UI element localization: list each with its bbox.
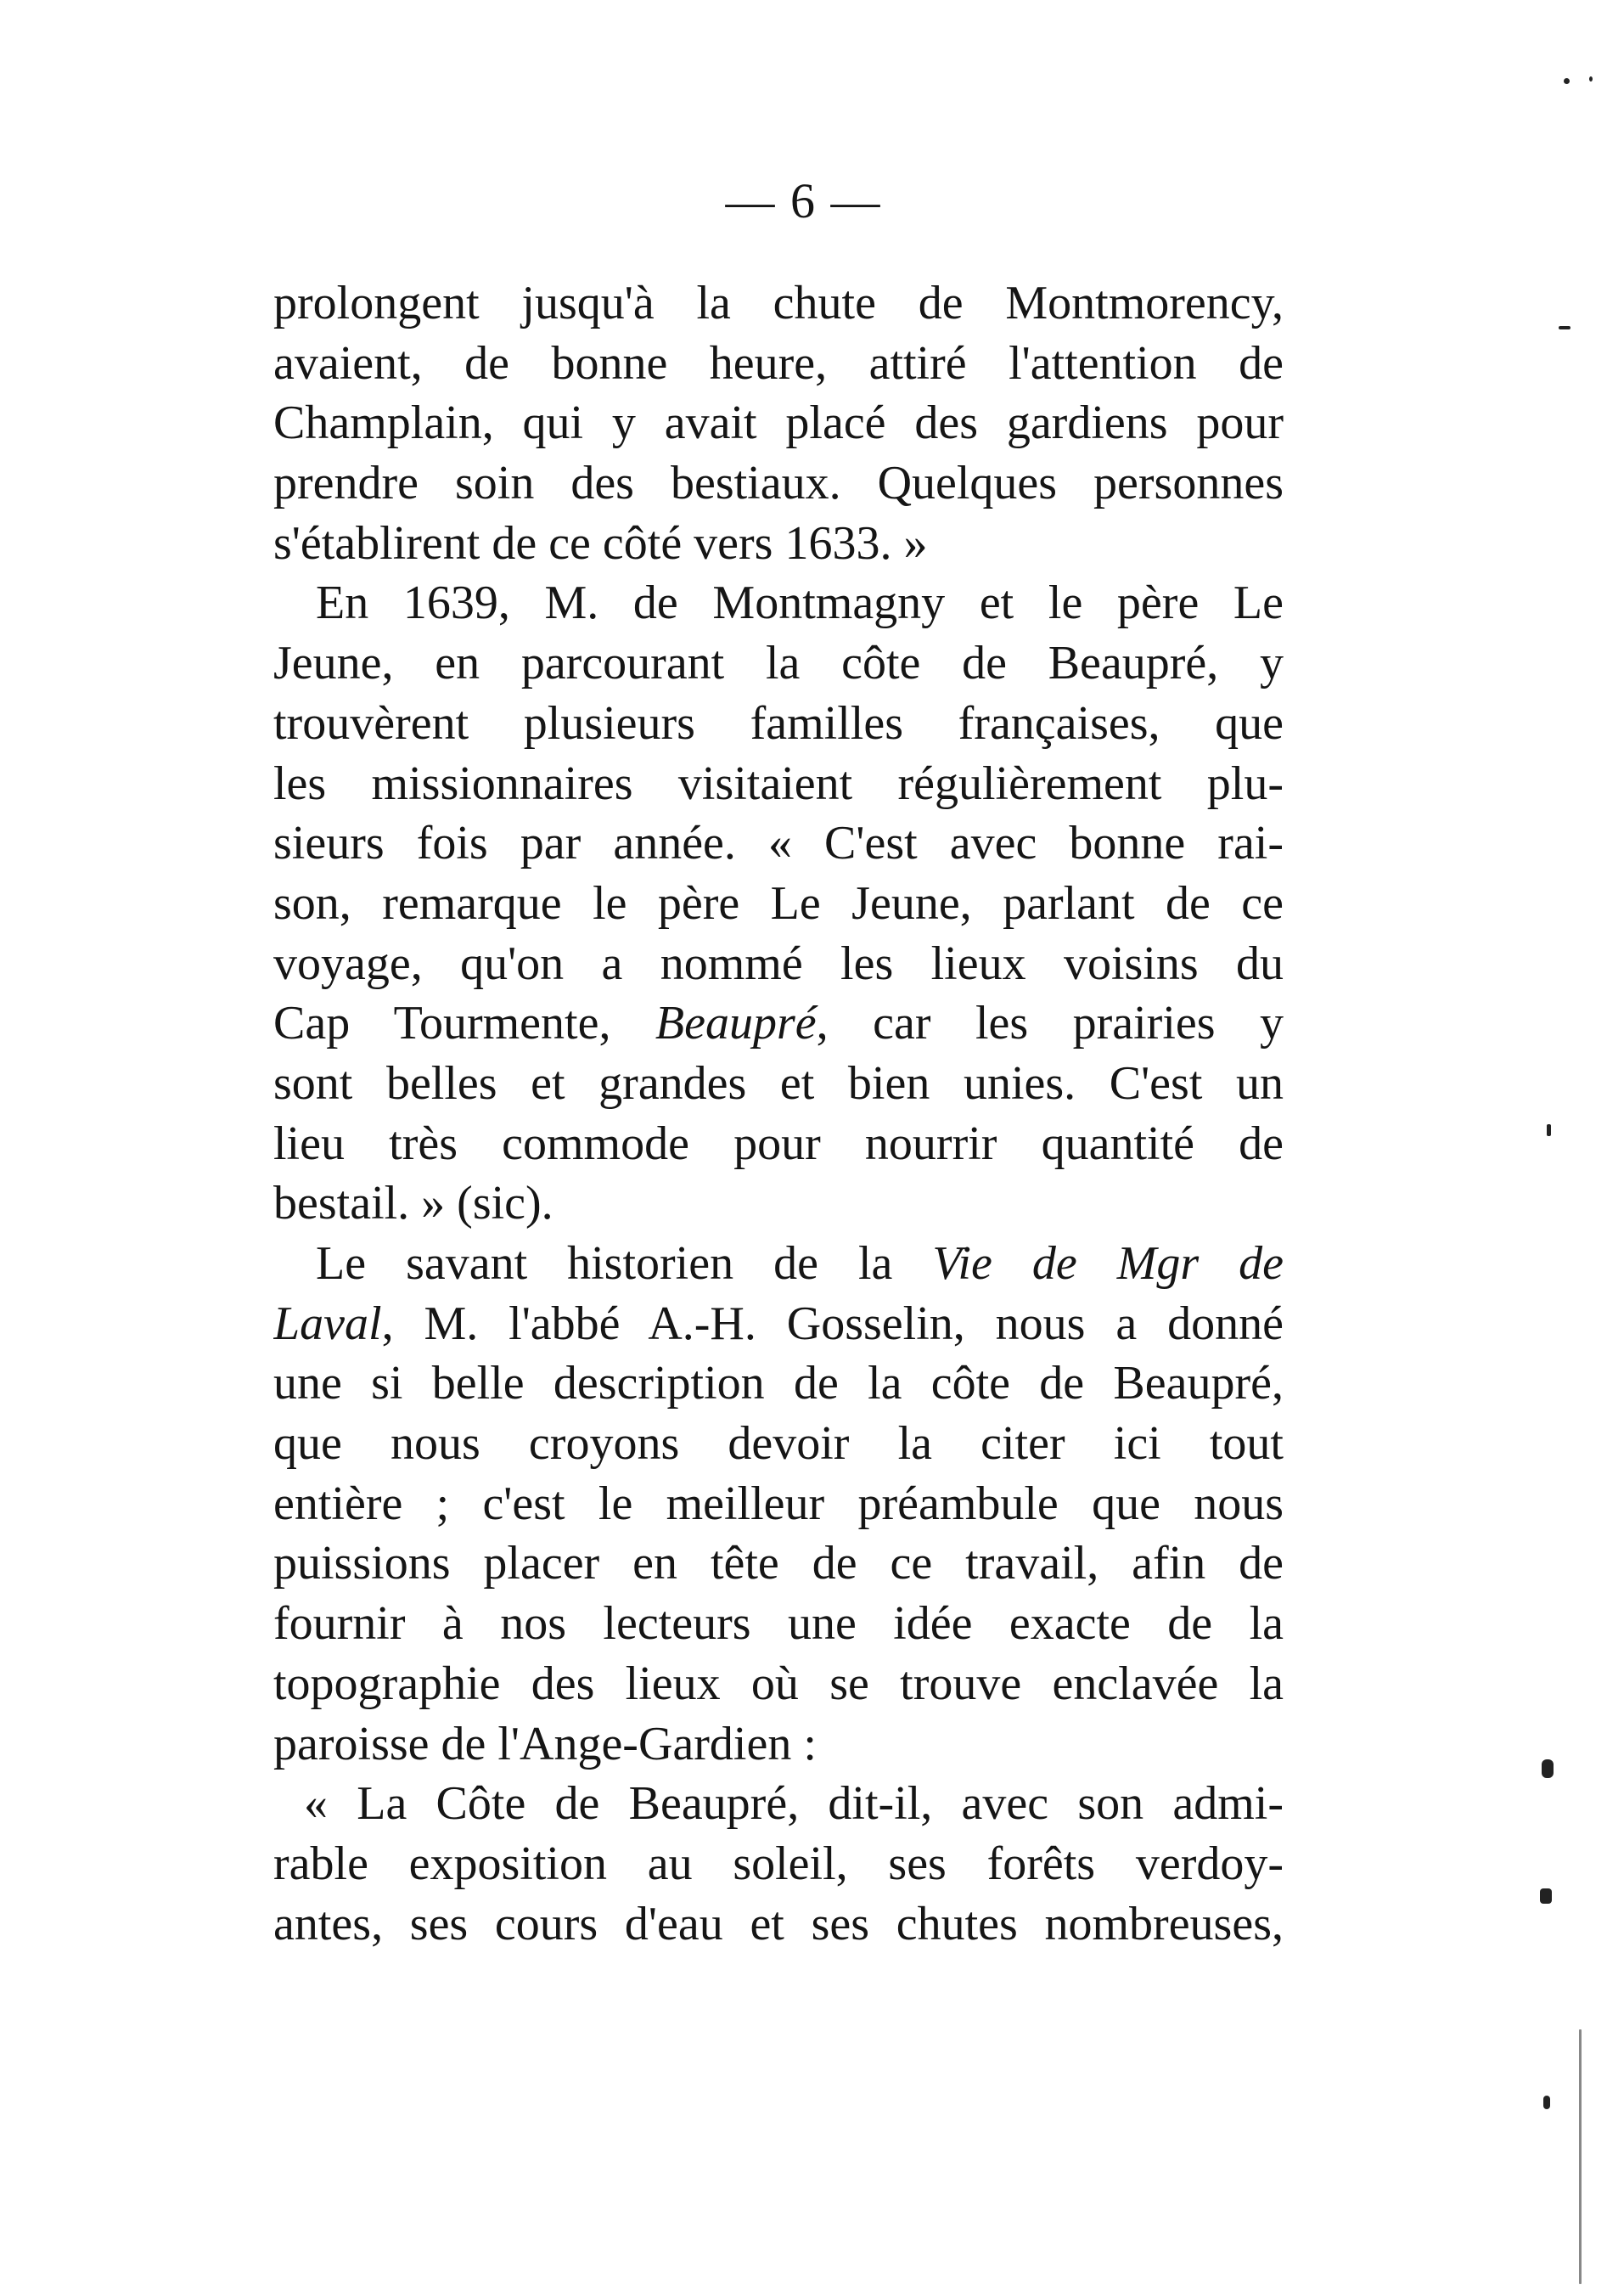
text-line: entière ; c'est le meilleur préambule que nous	[273, 1477, 1284, 1530]
scan-speck	[1579, 2029, 1582, 2284]
body-text	[273, 273, 1284, 1954]
text-line: antes, ses cours d'eau et ses chutes nombreuses,	[273, 1897, 1284, 1950]
text-line: sieurs fois par année. « C'est avec bonne rai-	[273, 817, 1284, 870]
page-number: — 6 —	[725, 173, 882, 228]
text-line: fournir à nos lecteurs une idée exacte de la	[273, 1597, 1284, 1651]
text-run: Cap Tourmente,	[273, 997, 655, 1050]
text-line: « La Côte de Beaupré, dit-il, avec son admi-	[304, 1777, 1284, 1831]
text-line: rable exposition au soleil, ses forêts verdoy-	[273, 1837, 1284, 1890]
text-line	[273, 1294, 1284, 1354]
text-run: , car les prairies y	[816, 997, 1284, 1050]
text-line	[273, 993, 1284, 1054]
scan-speck	[1540, 1888, 1552, 1904]
text-line: lieu très commode pour nourrir quantité de	[273, 1117, 1284, 1170]
text-line: s'établirent de ce côté vers 1633. »	[273, 516, 928, 570]
text-line: bestail. » (sic).	[273, 1177, 553, 1230]
scan-speck	[1542, 1759, 1554, 1778]
scan-speck	[1559, 326, 1570, 329]
text-line: topographie des lieux où se trouve enclavée la	[273, 1657, 1284, 1710]
scan-speck	[1564, 78, 1570, 84]
text-run: Le savant historien de la	[316, 1237, 933, 1290]
scan-speck	[1547, 1124, 1551, 1136]
text-line: une si belle description de la côte de Beaupré,	[273, 1357, 1284, 1410]
text-line: paroisse de l'Ange-Gardien :	[273, 1717, 817, 1770]
text-run: , M. l'abbé A.-H. Gosselin, nous a donné	[381, 1297, 1284, 1350]
text-line: son, remarque le père Le Jeune, parlant de ce	[273, 876, 1284, 930]
italic-text: Beaupré	[655, 997, 817, 1050]
text-line	[273, 1234, 1284, 1294]
text-line: puissions placer en tête de ce travail, afin de	[273, 1537, 1284, 1590]
text-line: avaient, de bonne heure, attiré l'attention de	[273, 336, 1284, 390]
text-line: que nous croyons devoir la citer ici tout	[273, 1417, 1284, 1471]
text-line: voyage, qu'on a nommé les lieux voisins du	[273, 937, 1284, 990]
text-line: prolongent jusqu'à la chute de Montmorency,	[273, 277, 1284, 329]
italic-text: Laval	[273, 1297, 382, 1350]
text-line: Champlain, qui y avait placé des gardiens pour	[273, 397, 1284, 450]
scan-speck	[1543, 2096, 1550, 2109]
text-line: prendre soin des bestiaux. Quelques personnes	[273, 457, 1284, 510]
scan-speck	[1589, 76, 1593, 82]
text-line: les missionnaires visitaient régulièrement plu-	[273, 757, 1284, 810]
text-line: sont belles et grandes et bien unies. C'est un	[273, 1056, 1284, 1110]
text-line: En 1639, M. de Montmagny et le père Le	[316, 577, 1284, 630]
text-line: trouvèrent plusieurs familles françaises, que	[273, 696, 1284, 750]
italic-text: Vie de Mgr de	[932, 1237, 1284, 1290]
text-line: Jeune, en parcourant la côte de Beaupré, y	[273, 637, 1284, 690]
